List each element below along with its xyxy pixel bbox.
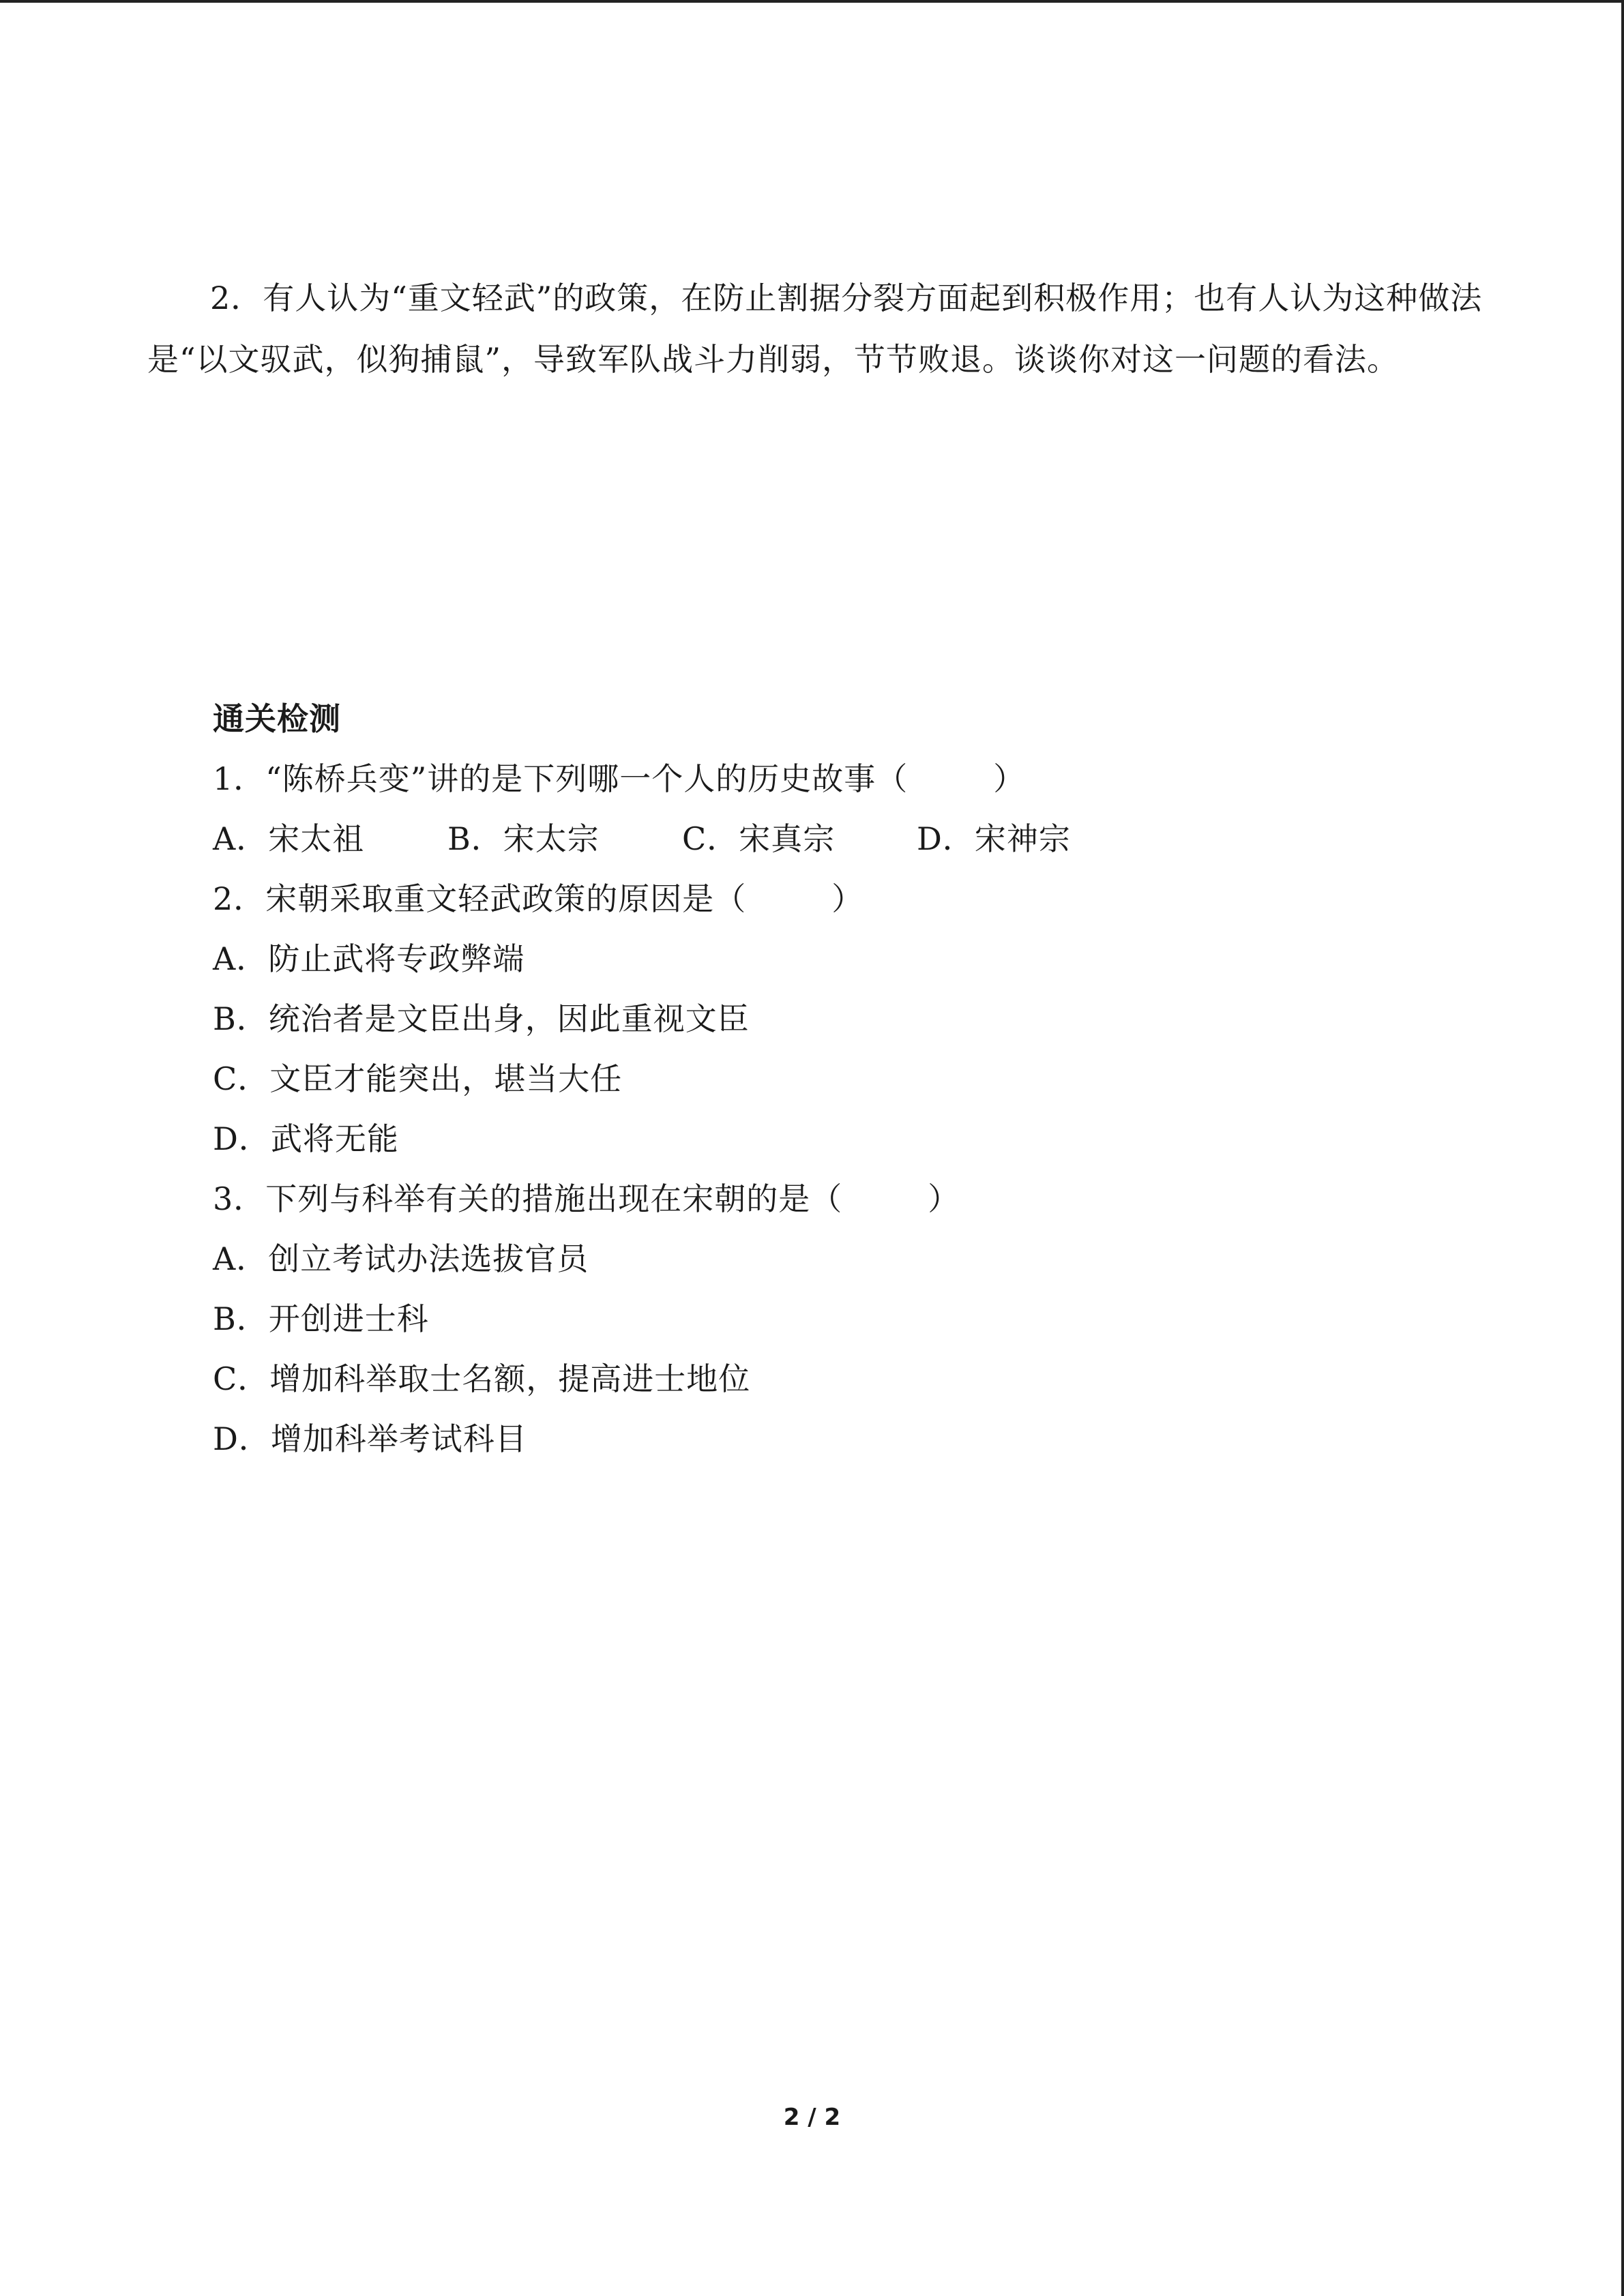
question-1-option-a: A．宋太祖 [213, 820, 365, 857]
question-3-stem: 3．下列与科举有关的措施出现在宋朝的是（ ） [213, 1180, 960, 1217]
question-1-options [213, 809, 1441, 869]
section-title: 通关检测 [213, 700, 341, 737]
question-2-option-d: D．武将无能 [213, 1120, 399, 1157]
quiz-section [213, 689, 1441, 1469]
question-3-option-c: C．增加科举取士名额，提高进士地位 [213, 1360, 751, 1397]
page-top-border [0, 0, 1624, 3]
question-2-option-c: C．文臣才能突出，堪当大任 [213, 1060, 623, 1097]
question-1-option-b: B．宋太宗 [447, 820, 600, 857]
question-3-option-d: D．增加科举考试科目 [213, 1420, 527, 1457]
question-1-stem: 1．“陈桥兵变”讲的是下列哪一个人的历史故事（ ） [213, 760, 1026, 797]
question-2-option-b: B．统治者是文臣出身，因此重视文臣 [213, 1000, 750, 1037]
page-number: 2 / 2 [783, 2104, 841, 2131]
question-3-option-a: A．创立考试办法选拔官员 [213, 1240, 589, 1277]
question-1-option-c: C．宋真宗 [682, 820, 836, 857]
essay-question [147, 267, 1484, 390]
question-3-option-b: B．开创进士科 [213, 1300, 429, 1337]
question-1-option-d: D．宋神宗 [917, 820, 1071, 857]
essay-question-text: 2．有人认为“重文轻武”的政策，在防止割据分裂方面起到积极作用；也有人认为这种做法是“以文驭武，似狗捕鼠”，导致军队战斗力削弱，节节败退。谈谈你对这一问题的看法。 [147, 280, 1483, 378]
page-right-border [1621, 0, 1624, 2296]
question-2-stem: 2．宋朝采取重文轻武政策的原因是（ ） [213, 880, 864, 917]
question-2-option-a: A．防止武将专政弊端 [213, 940, 525, 977]
